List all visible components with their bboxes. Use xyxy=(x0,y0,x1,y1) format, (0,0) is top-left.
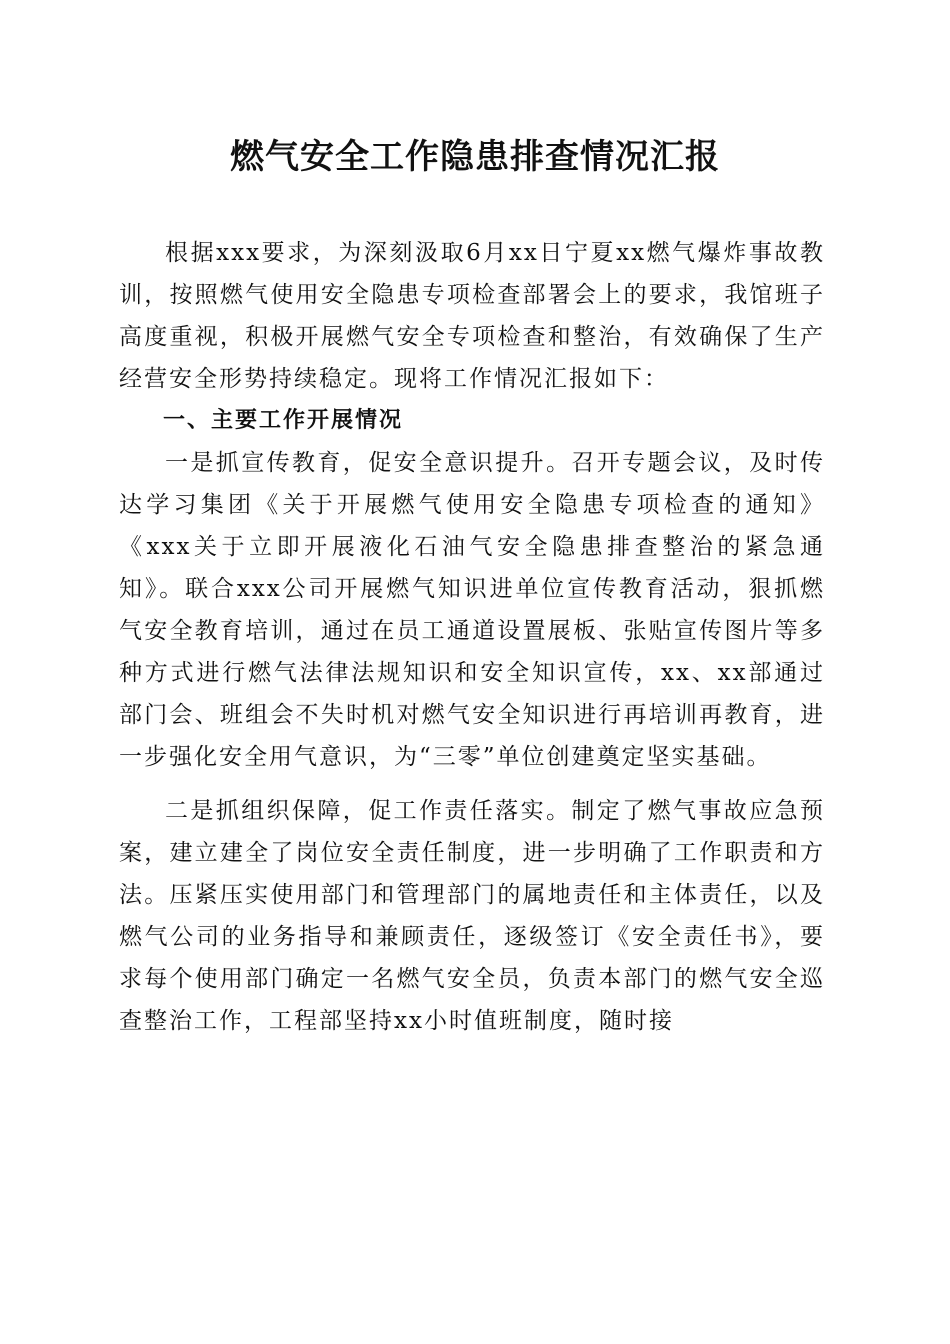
item-one-paragraph xyxy=(119,442,825,778)
section-heading: 一、主要工作开展情况 xyxy=(163,408,404,433)
item-one-text: 召开专题会议，及时传达学习集团《关于开展燃气使用安全隐患专项检查的通知》《xxx关于立即开展液化石油气安全隐患排查整治的紧急通知》。联合xxx公司开展燃气知识进单位宣传教育活动，狠抓燃气安全教育培训，通过在员工通道设置展板、张贴宣传图片等多种方式进行燃气法律法规知识和安全知识宣传，xx、xx部通过部门会、班组会不失时机对燃气安全知识进行再培训再教育，进一步强化安全用气意识，为“三零”单位创建奠定坚实基础。 xyxy=(119,450,826,770)
document-body xyxy=(119,232,825,1042)
item-one-lead: 一是抓宣传教育，促安全意识提升。 xyxy=(165,450,572,476)
document-title: 燃气安全工作隐患排查情况汇报 xyxy=(230,137,720,177)
item-two-paragraph xyxy=(119,790,825,1042)
item-two-text: 制定了燃气事故应急预案，建立建全了岗位安全责任制度，进一步明确了工作职责和方法。压紧压实使用部门和管理部门的属地责任和主体责任，以及燃气公司的业务指导和兼顾责任，逐级签订《安全责任书》，要求每个使用部门确定一名燃气安全员，负责本部门的燃气安全巡查整治工作，工程部坚持xx小时值班制度，随时接 xyxy=(119,798,826,1034)
intro-paragraph: 根据xxx要求，为深刻汲取6月xx日宁夏xx燃气爆炸事故教训，按照燃气使用安全隐患专项检查部署会上的要求，我馆班子高度重视，积极开展燃气安全专项检查和整治，有效确保了生产经营安全形势持续稳定。现将工作情况汇报如下： xyxy=(119,240,825,392)
item-two-lead: 二是抓组织保障，促工作责任落实。 xyxy=(165,798,572,824)
